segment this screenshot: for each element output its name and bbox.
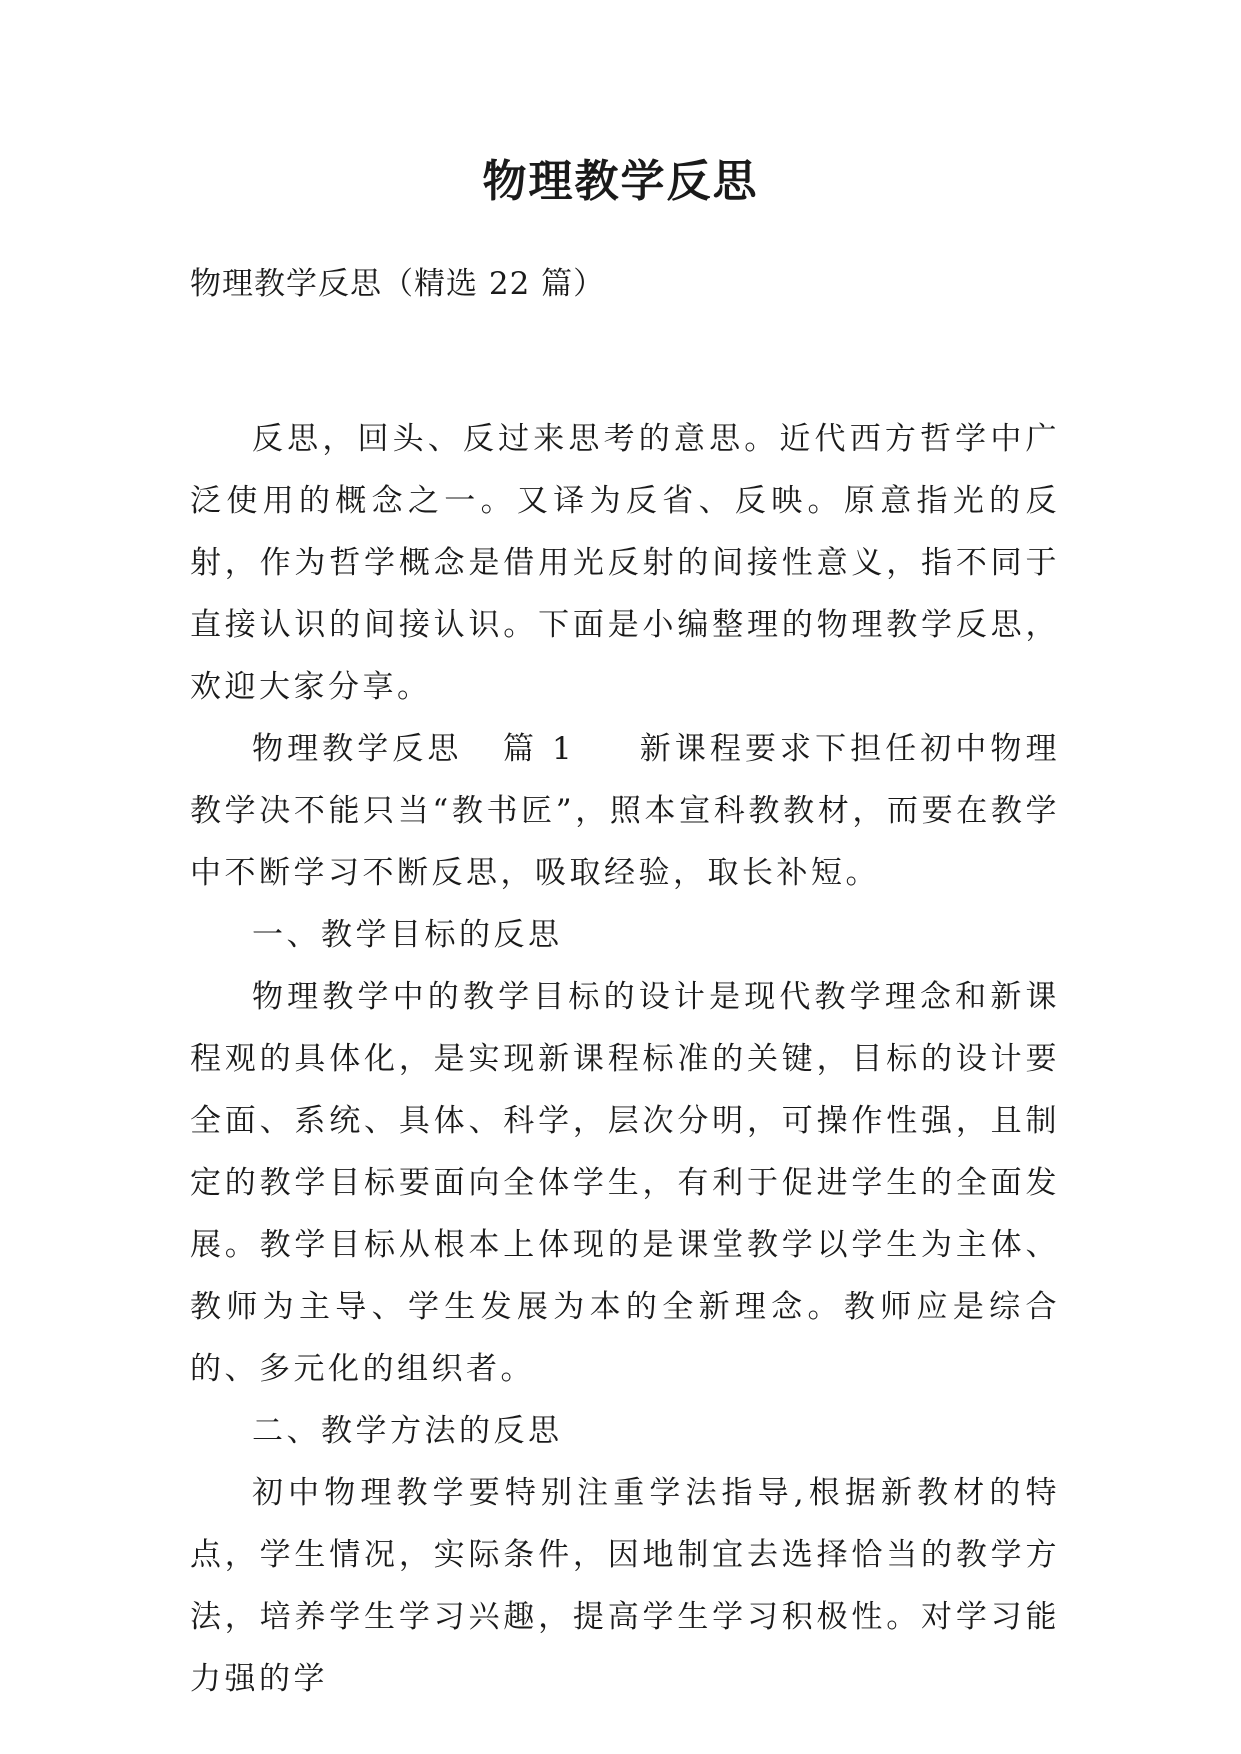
section-heading-1: 一、教学目标的反思 (252, 917, 563, 953)
document-body (190, 408, 1060, 1710)
intro-paragraph: 反思，回头、反过来思考的意思。近代西方哲学中广泛使用的概念之一。又译为反省、反映。原意指光的反射，作为哲学概念是借用光反射的间接性意义，指不同于直接认识的间接认识。下面是小编整理的物理教学反思，欢迎大家分享。 (190, 421, 1060, 705)
teaching-methods-paragraph: 初中物理教学要特别注重学法指导,根据新教材的特点，学生情况，实际条件，因地制宜去选择恰当的教学方法，培养学生学习兴趣，提高学生学习积极性。对学习能力强的学 (190, 1475, 1060, 1697)
document-title: 物理教学反思 (482, 156, 759, 207)
section-1-text: 新课程要求下担任初中物理教学决不能只当“教书匠”，照本宣科教教材，而要在教学中不断学习不断反思，吸取经验，取长补短。 (190, 731, 1060, 891)
section-1-part: 篇 1 (502, 731, 576, 767)
teaching-goals-paragraph: 物理教学中的教学目标的设计是现代教学理念和新课程观的具体化，是实现新课程标准的关键，目标的设计要全面、系统、具体、科学，层次分明，可操作性强，且制定的教学目标要面向全体学生，有利于促进学生的全面发展。教学目标从根本上体现的是课堂教学以学生为主体、教师为主导、学生发展为本的全新理念。教师应是综合的、多元化的组织者。 (190, 979, 1060, 1387)
section-1-paragraph (190, 718, 1060, 904)
section-1-label: 物理教学反思 (252, 731, 463, 767)
section-heading-2: 二、教学方法的反思 (252, 1413, 563, 1449)
document-subtitle: 物理教学反思（精选 22 篇） (190, 266, 606, 302)
